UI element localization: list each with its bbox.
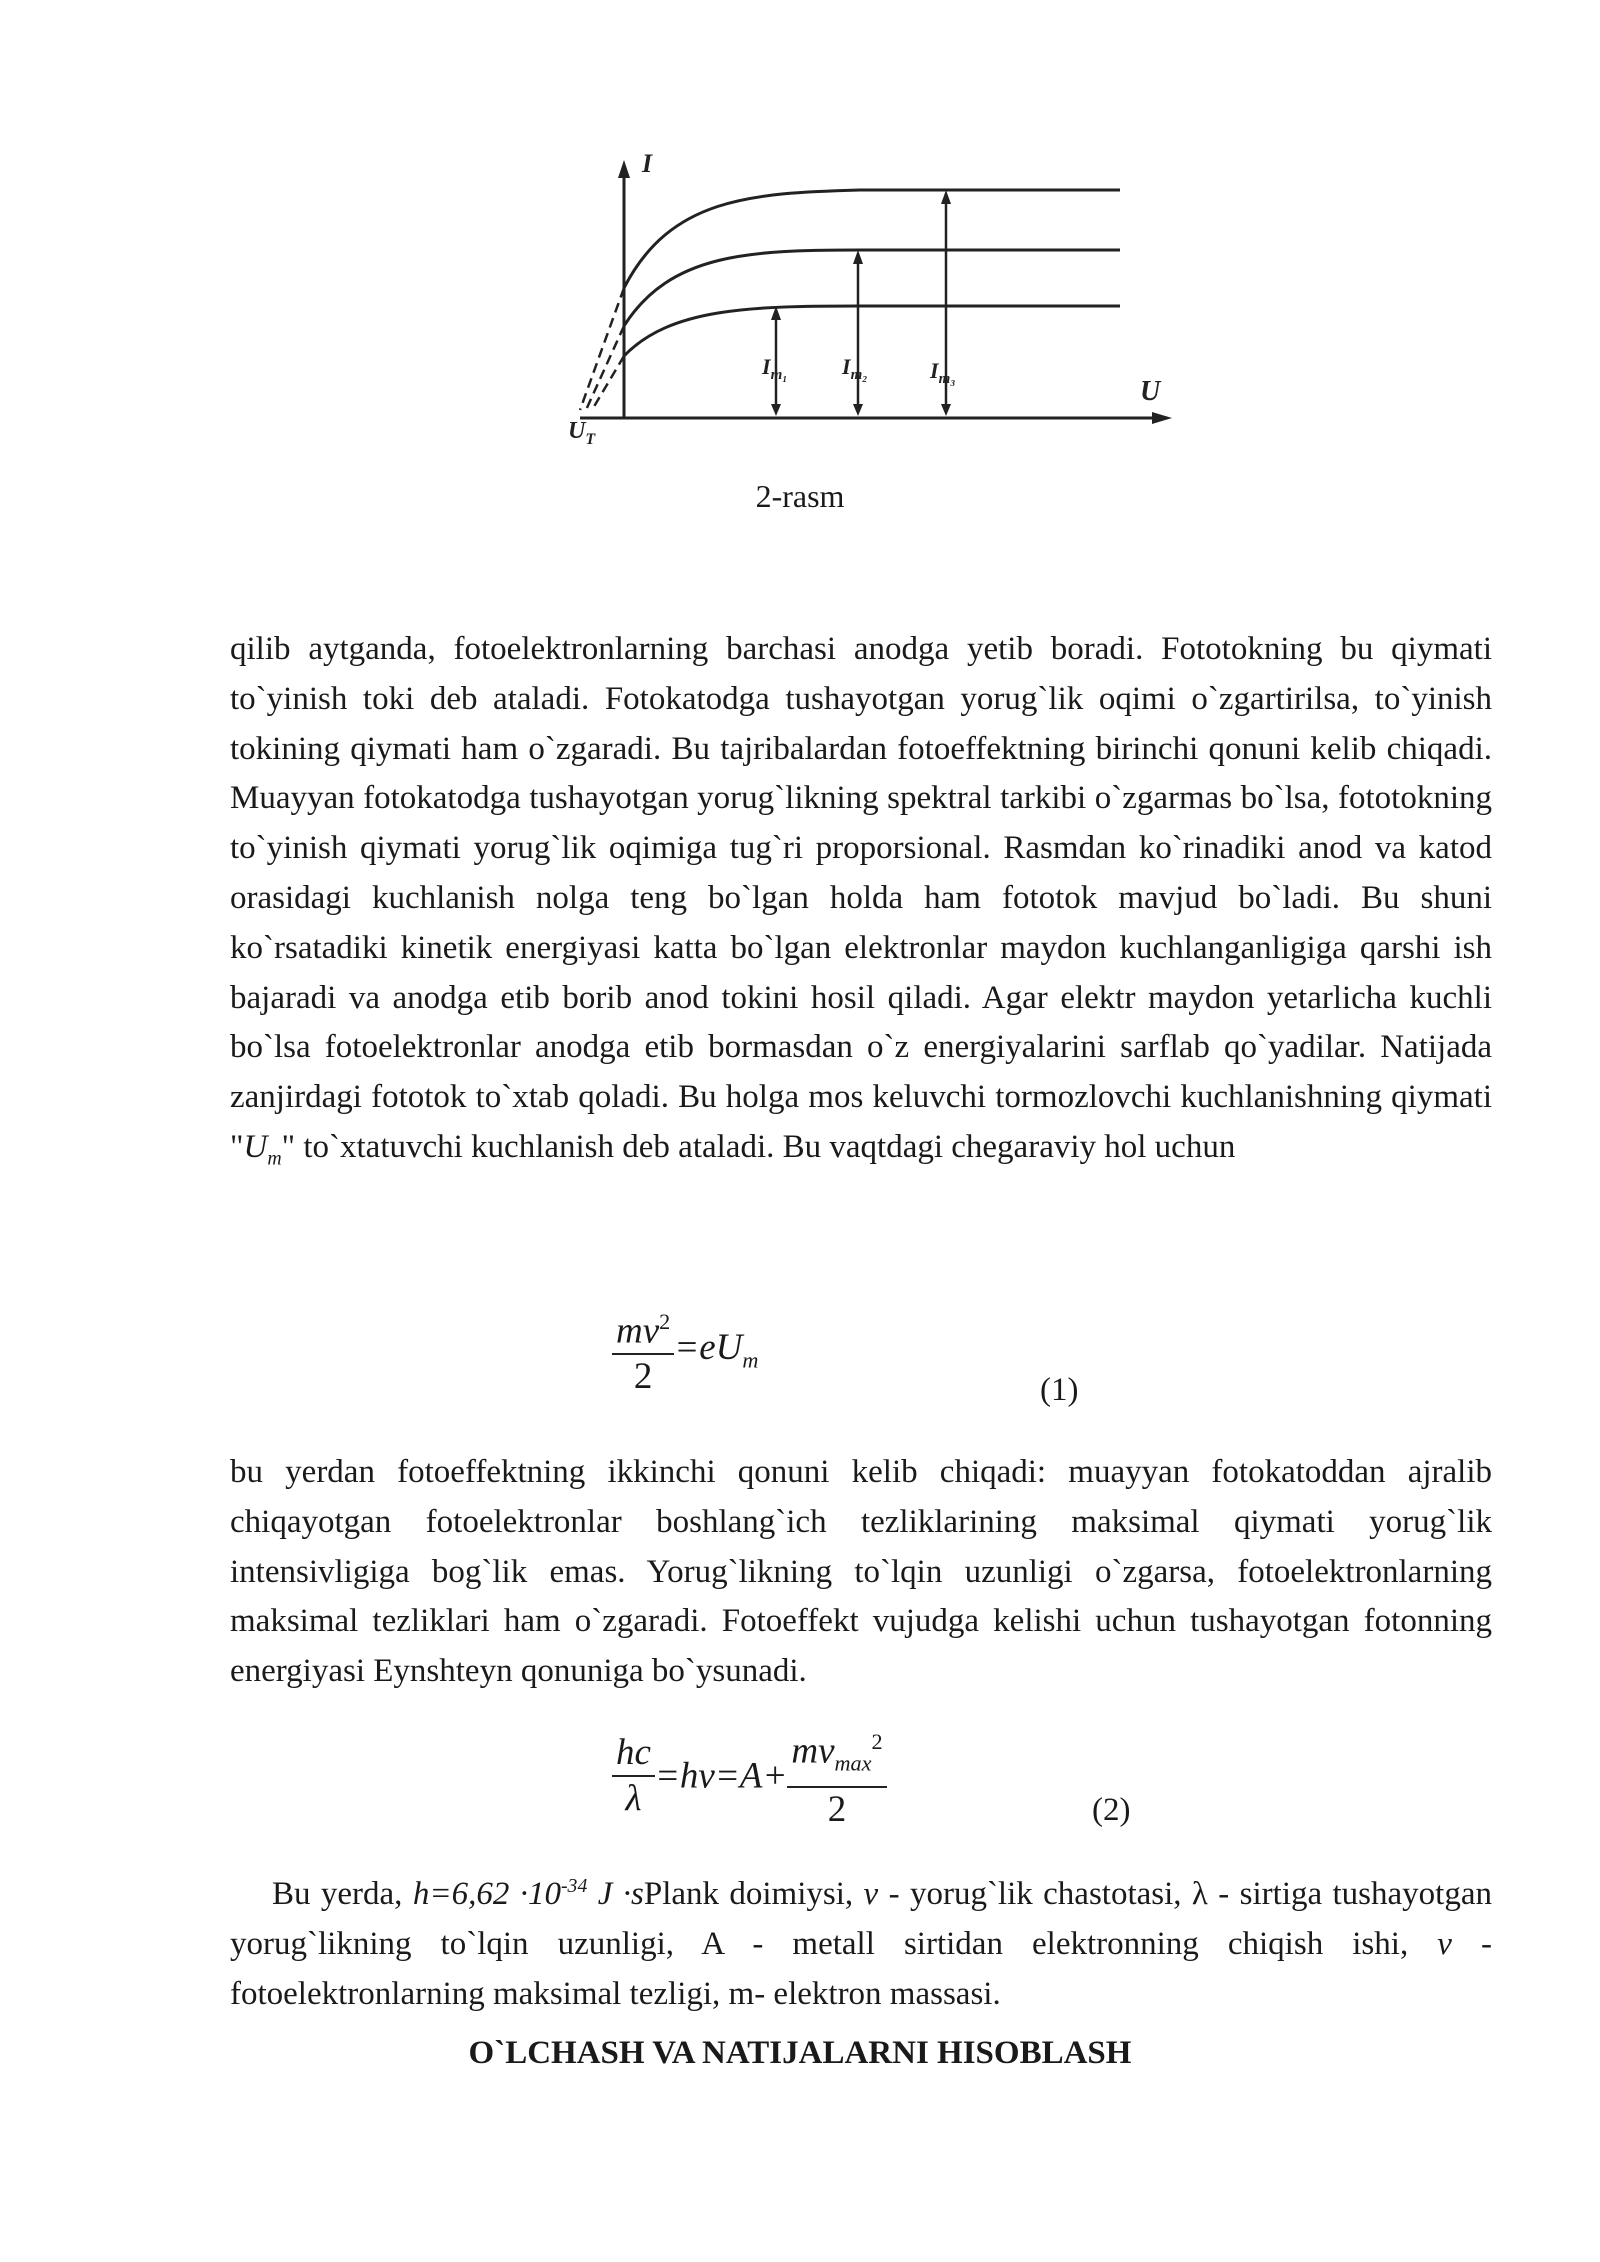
paragraph-2: bu yerdan fotoeffektning ikkinchi qonuni kelib chiqadi: muayyan fotokatoddan ajralib chiqayotgan fotoelektronlar boshlang`ich tezliklarining maksimal qiymati yorug`lik intensivligiga bog`lik emas. Yorug`likning to`lqin uzunligi o`zgarsa, fotoelektronlarning maksimal tezliklari ham o`zgaradi. Fotoeffekt vujudga kelishi uchun tushayotgan fotonning energiyasi Eynshteyn qonuniga bo`ysunadi. (230, 1454, 1492, 1690)
curve-middle (624, 250, 1120, 326)
y-axis-arrow (618, 160, 630, 178)
symbol-um: $U_m$ (243, 1128, 282, 1170)
curve-bottom (624, 306, 1120, 356)
formula-2-fraction-1: $\frac{hc}{\lambda}$ (612, 1731, 655, 1821)
label-im3: $I_{m_3}$ (930, 358, 956, 387)
current-voltage-figure (560, 148, 1200, 448)
formula-2-fraction-2: $\frac{mv_{max}^2}{2}$ (787, 1720, 886, 1832)
y-axis-label: I (642, 149, 653, 178)
curve-top (624, 190, 1120, 288)
arrow-m2-head (853, 250, 863, 264)
arrow-m2-tail (853, 404, 863, 416)
arrow-m3-tail (941, 404, 951, 416)
planck-constant: $h=6,62 \cdot 10^{-34}$ J ·s (412, 1875, 644, 1912)
paragraph-1-tail: " to`xtatuvchi kuchlanish deb ataladi. Bu vaqtdagi chegaraviy hol uchun (281, 1128, 1236, 1165)
figure-caption: 2-rasm (755, 478, 845, 514)
formula-1-rhs: $=eU_m$ (674, 1326, 759, 1373)
arrow-m3-head (941, 190, 951, 204)
formula-1-fraction: $\frac{mv^2}{2}$ (612, 1300, 674, 1399)
section-heading: O`LCHASH VA NATIJALARNI HISOBLASH (468, 2035, 1132, 2071)
label-im1: $I_{m_1}$ (762, 354, 788, 383)
arrow-m1-tail (771, 404, 781, 416)
symbol-v: v (1437, 1925, 1452, 1962)
formula-1 (612, 1300, 758, 1399)
paragraph-1 (230, 625, 1492, 1184)
symbol-nu: ν (863, 1876, 879, 1912)
equation-number-1: (1) (1040, 1372, 1079, 1408)
label-im2: $I_{m_2}$ (842, 354, 868, 383)
formula-2-middle: =hν=A+ (654, 1755, 788, 1797)
x-axis-arrow (1152, 412, 1172, 424)
paragraph-3: Bu yerda, $h=6,62 \cdot 10^{-34}$ J ·sPlank doimiysi, ν - yorug`lik chastotasi, λ - sirtiga tushayotgan yorug`likning to`lqin uzunligi, A - metall sirtidan elektronning chiqish ishi, v - fotoelektronlarning maksimal tezligi, m- elektron massasi. (230, 1875, 1492, 2012)
equation-number-2: (2) (1092, 1792, 1131, 1828)
paragraph-1-text: qilib aytganda, fotoelektronlarning barchasi anodga yetib boradi. Fototokning bu qiymati to`yinish toki deb ataladi. Fotokatodga tushayotgan yorug`lik oqimi o`zgartirilsa, to`yinish tokining qiymati ham o`zgaradi. Bu tajribalardan fotoeffektning birinchi qonuni kelib chiqadi. Muayyan fotokatodga tushayotgan yorug`likning spektral tarkibi o`zgarmas bo`lsa, fototokning to`yinish qiymati yorug`lik oqimiga tug`ri proporsional. Rasmdan ko`rinadiki anod va katod orasidagi kuchlanish nolga teng bo`lgan holda ham fototok mavjud bo`ladi. Bu shuni ko`rsatadiki kinetik energiyasi katta bo`lgan elektronlar maydon kuchlanganligiga qarshi ish bajaradi va anodga etib borib anod tokini hosil qiladi. Agar elektr maydon yetarlicha kuchli bo`lsa fotoelektronlar anodga etib bormasdan o`z energiyalarini sarflab qo`yadilar. Natijada zanjirdagi fototok to`xtab qoladi. Bu holga mos keluvchi tormozlovchi kuchlanishning qiymati " (230, 631, 1492, 1165)
origin-label: $U_T$ (568, 418, 596, 448)
formula-2 (612, 1720, 887, 1832)
x-axis-label: U (1140, 376, 1161, 407)
iv-curves-diagram (560, 148, 1200, 448)
